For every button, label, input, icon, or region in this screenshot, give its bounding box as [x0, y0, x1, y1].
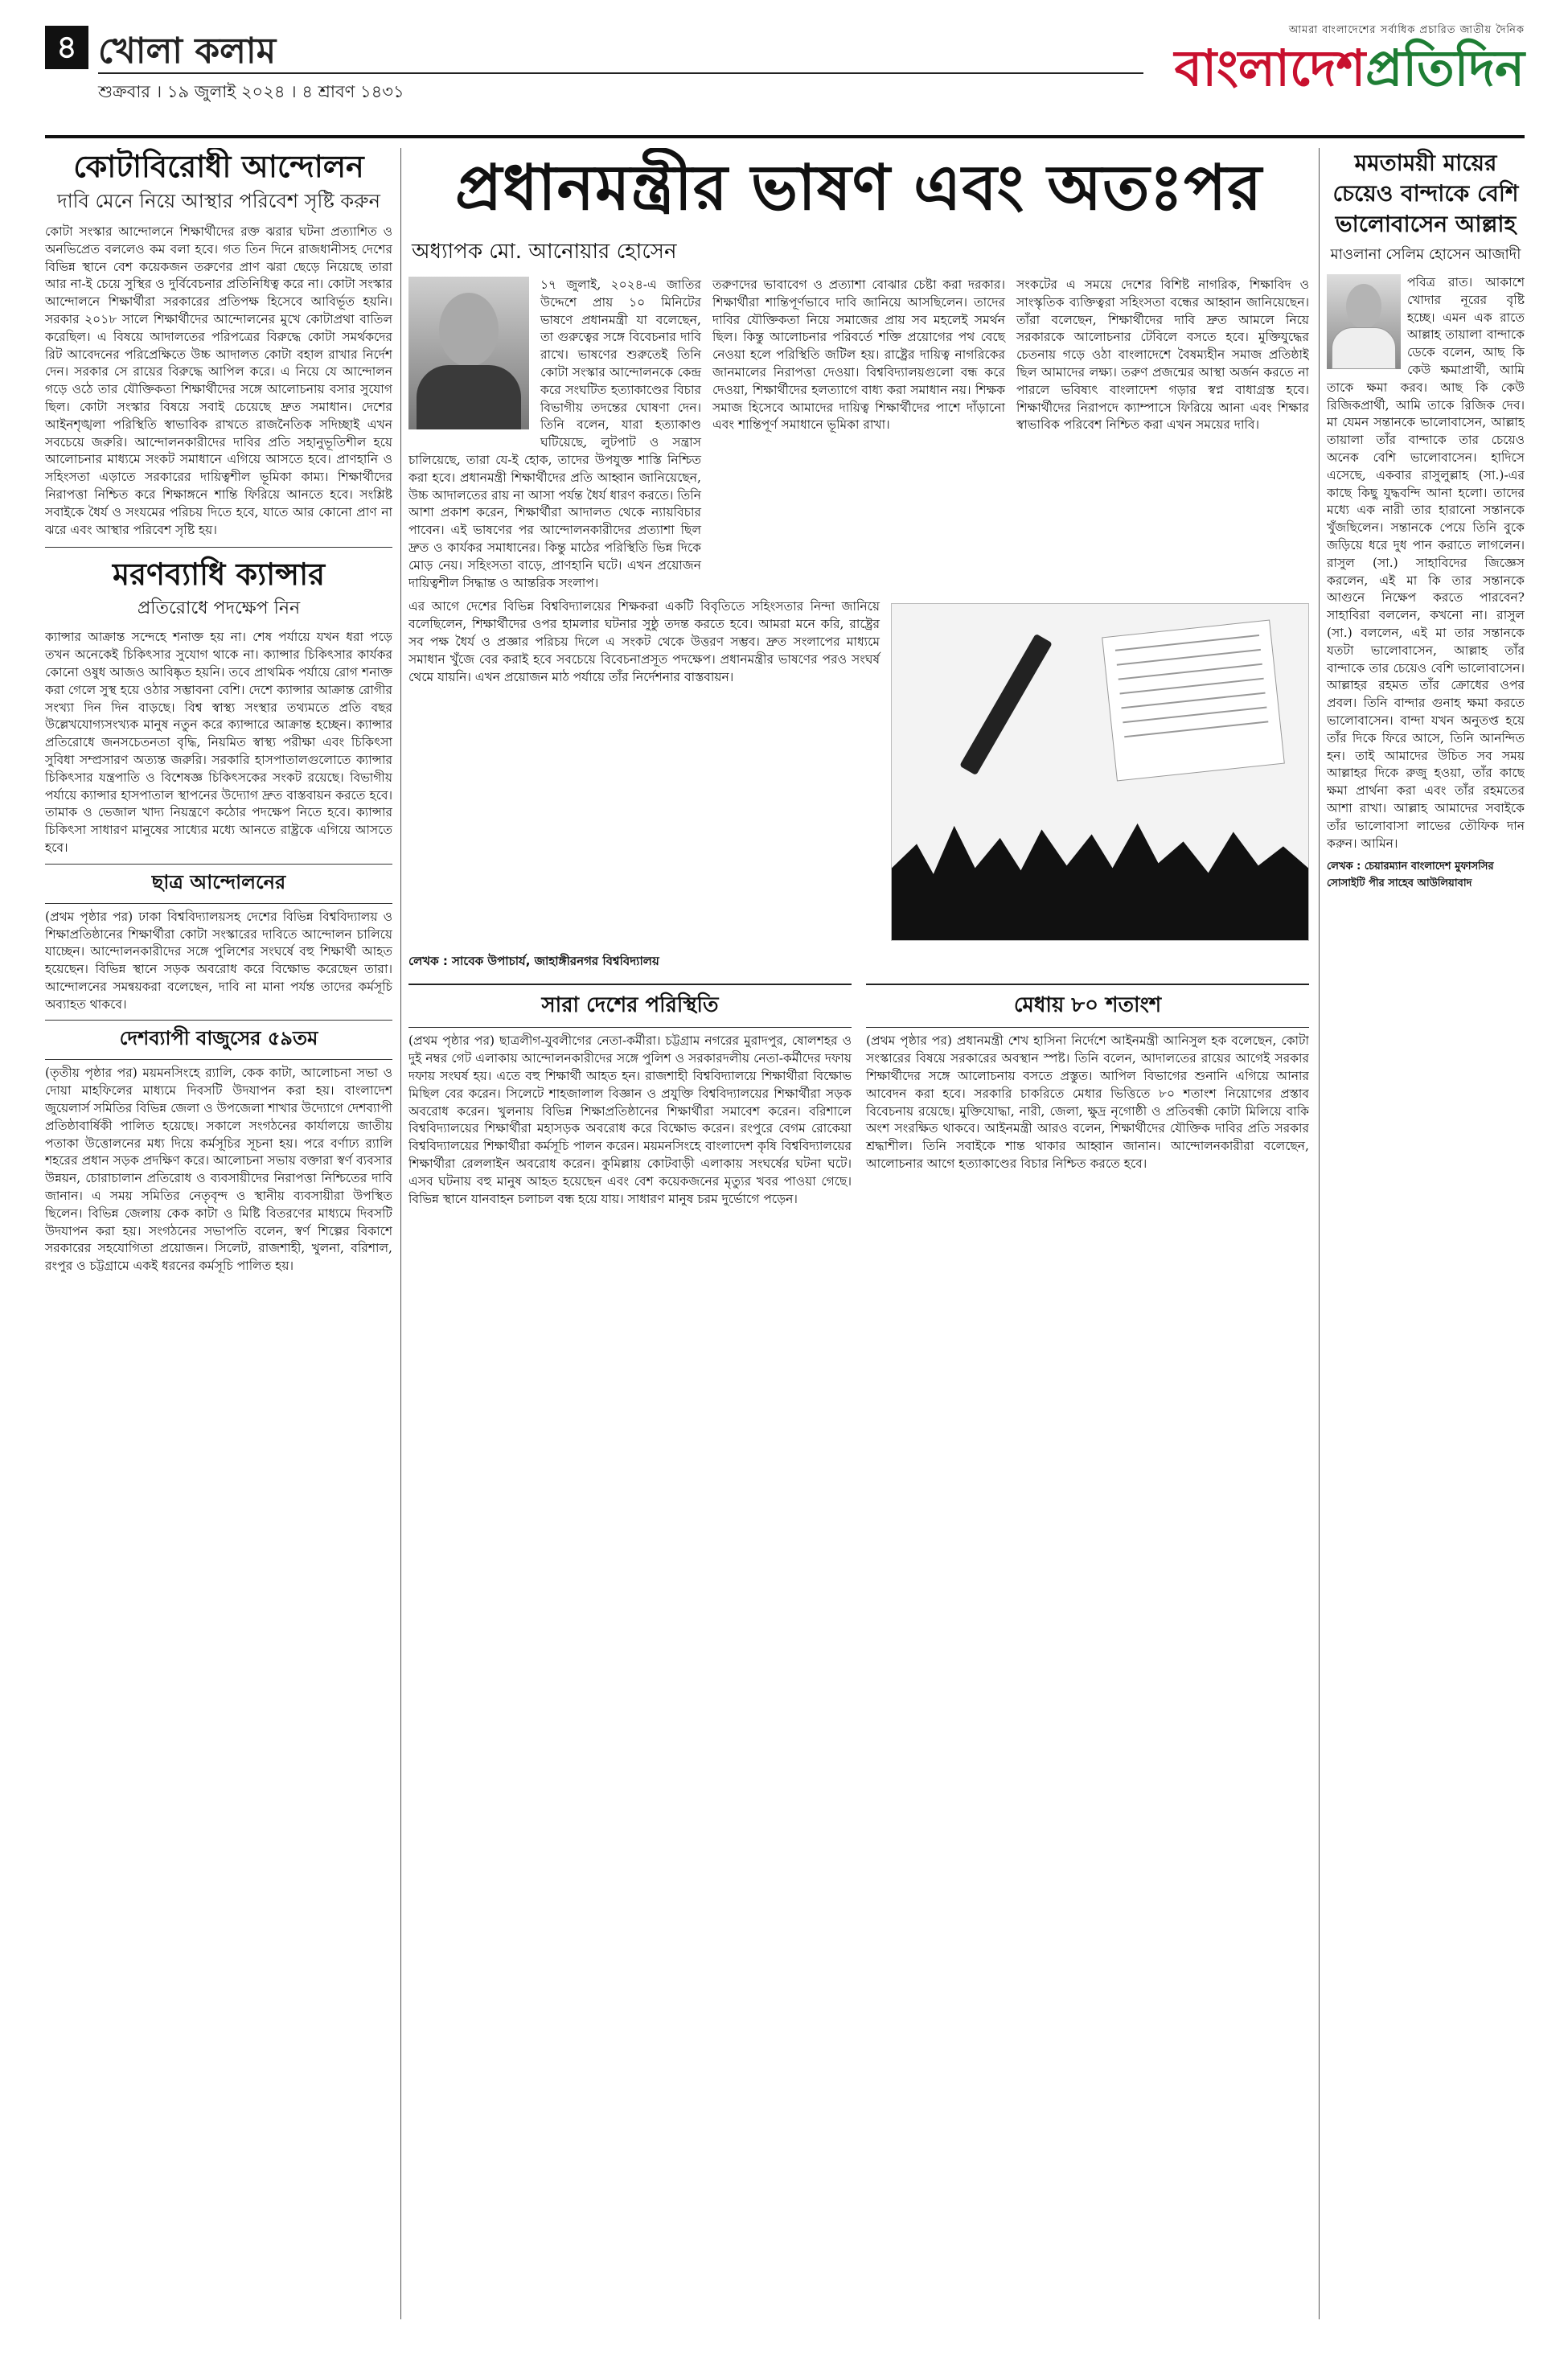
- newspaper-logo: [1147, 23, 1525, 111]
- article-col-1: [408, 277, 701, 592]
- masthead: [45, 23, 1525, 122]
- sub-stories: [408, 977, 1309, 1208]
- column-rule: [400, 148, 401, 2319]
- pen-graphic: [959, 634, 1053, 776]
- dateline: শুক্রবার । ১৯ জুলাই ২০২৪ । ৪ শ্রাবণ ১৪৩১: [98, 82, 404, 101]
- main-author: অধ্যাপক মো. আনোয়ার হোসেন: [412, 240, 677, 264]
- right-author-photo: [1327, 274, 1401, 369]
- right-body: পবিত্র রাত। আকাশে খোদার নূরের বৃষ্টি হচ্ছে। এমন এক রাতে আল্লাহ তায়ালা বান্দাকে ডেকে বলেন, আছ কি কেউ ক্ষমাপ্রার্থী, আমি তাকে ক্ষমা করব। আছ কি কেউ রিজিকপ্রার্থী, আমি তাকে রিজিক দেব। মা যেমন সন্তানকে ভালোবাসেন, আল্লাহ তায়ালা তাঁর বান্দাকে তার চেয়েও অনেক বেশি ভালোবাসেন। হাদিসে এসেছে, একবার রাসুলুল্লাহ (সা.)-এর কাছে কিছু যুদ্ধবন্দি আনা হলো। তাদের মধ্যে এক নারী তার হারানো সন্তানকে খুঁজছিলেন। সন্তানকে পেয়ে তিনি বুকে জড়িয়ে ধরে দুধ পান করাতে লাগলেন। রাসুল (সা.) সাহাবিদের জিজ্ঞেস করলেন, এই মা কি তার সন্তানকে আগুনে নিক্ষেপ করতে পারবেন? সাহাবিরা বললেন, কখনো না। রাসুল (সা.) বললেন, এই মা তার সন্তানকে যতটা ভালোবাসেন, আল্লাহ তাঁর বান্দাকে তার চেয়েও বেশি ভালোবাসেন। আল্লাহর রহমত তাঁর ক্রোধের ওপর প্রবল। তিনি বান্দার গুনাহ ক্ষমা করতে ভালোবাসেন। বান্দা যখন অনুতপ্ত হয়ে তাঁর দিকে ফিরে আসে, তিনি আনন্দিত হন। তাই আমাদের উচিত সব সময় আল্লাহর দিকে রুজু হওয়া, তাঁর কাছে ক্ষমা প্রার্থনা করা এবং তাঁর রহমতের আশা রাখা। আল্লাহ আমাদের সবাইকে তাঁর ভালোবাসা লাভের তৌফিক দান করুন। আমিন।: [1327, 275, 1525, 851]
- editorial1-subtitle: দাবি মেনে নিয়ে আস্থার পরিবেশ সৃষ্টি করুন: [57, 190, 380, 212]
- paper-graphic: [1102, 620, 1285, 782]
- main-article: [408, 148, 1309, 2319]
- article-col-3: [1016, 277, 1309, 592]
- continued2-title: দেশব্যাপী বাজুসের ৫৯তম: [45, 1020, 392, 1060]
- editorial1-body: কোটা সংস্কার আন্দোলনে শিক্ষার্থীদের রক্ত ঝরার ঘটনা প্রত্যাশিত ও অনভিপ্রেত বললেও কম বলা হবে। গত তিন দিনে রাজধানীসহ দেশের বিভিন্ন স্থানে বেশ কয়েকজন তরুণের প্রাণ ঝরা ছেড়ে নিয়েছে তারা আর না-ই চেয়ে সুস্থির ও দুর্বিবেচনার প্রতিনিধিত্ব করে না। কোটা সংস্কার আন্দোলনে শিক্ষার্থীরা সরকারের প্রতিপক্ষ হিসেবে আবির্ভূত হয়নি। সরকার ২০১৮ সালে শিক্ষার্থীদের আন্দোলনের মুখে কোটাপ্রথা বাতিল করেছিল। এ বিষয়ে আদালতের পরিপত্রের বিরুদ্ধে কোটা সমর্থকদের রিট আবেদনের পরিপ্রেক্ষিতে উচ্চ আদালত কোটা বহাল রাখার নির্দেশ দেন। সরকার সে রায়ের বিরুদ্ধে আপিল করে। এ নিয়ে যে আন্দোলন গড়ে ওঠে তার যৌক্তিকতা শিক্ষার্থীদের সঙ্গে আলোচনায় বসার সুযোগ ছিল। কোটা সংস্কার বিষয়ে সবাই চেয়েছে দ্রুত সমাধান। দেশের আইনশৃঙ্খলা পরিস্থিতি স্বাভাবিক রাখতে রাজনৈতিক সদিচ্ছাই এখন সবচেয়ে জরুরি। আন্দোলনকারীদের দাবির প্রতি সহানুভূতিশীল হয়ে আলোচনার মাধ্যমে সংকট সমাধানে এগিয়ে আসতে হবে। প্রাণহানি ও সহিংসতা এড়াতে সরকারের দায়িত্বশীল ভূমিকা কাম্য। শিক্ষার্থীদের নিরাপত্তা নিশ্চিত করে শিক্ষাঙ্গনে শান্তি ফিরিয়ে আনতে হবে। সংশ্লিষ্ট সবাইকে ধৈর্য ও সংযমের পরিচয় দিতে হবে, যাতে আর কোনো প্রাণ না ঝরে এবং আস্থার পরিবেশ সৃষ্টি হয়।: [45, 224, 392, 537]
- divider: [45, 547, 392, 548]
- continued1-body: (প্রথম পৃষ্ঠার পর) ঢাকা বিশ্ববিদ্যালয়সহ দেশের বিভিন্ন বিশ্ববিদ্যালয় ও শিক্ষাপ্রতিষ্ঠানের শিক্ষার্থীরা কোটা সংস্কারের দাবিতে আন্দোলন চালিয়ে যাচ্ছেন। আন্দোলনকারীদের সঙ্গে পুলিশের সংঘর্ষে বহু শিক্ষার্থী আহত হয়েছেন। বিভিন্ন স্থানে সড়ক অবরোধ করে বিক্ষোভ করেছেন তারা। আন্দোলনের সমন্বয়করা বলেছেন, দাবি না মানা পর্যন্ত তাদের কর্মসূচি অব্যাহত থাকবে।: [45, 909, 392, 1012]
- sub2-title: মেধায় ৮০ শতাংশ: [866, 984, 1309, 1028]
- logo-green: প্রতিদিন: [1365, 39, 1525, 97]
- left-column: [45, 148, 392, 2319]
- right-author-note: লেখক : চেয়ারম্যান বাংলাদেশ মুফাসসির সোসাইটি পীর সাহেব আউলিয়াবাদ: [1327, 860, 1494, 890]
- continued1-title: ছাত্র আন্দোলনের: [45, 864, 392, 904]
- logo-name: [1147, 39, 1525, 97]
- main-author-note: লেখক : সাবেক উপাচার্য, জাহাঙ্গীরনগর বিশ্ববিদ্যালয়: [408, 954, 659, 969]
- continued2-body: (তৃতীয় পৃষ্ঠার পর) ময়মনসিংহে র‌্যালি, কেক কাটা, আলোচনা সভা ও দোয়া মাহফিলের মাধ্যমে দিবসটি উদযাপন করা হয়। বাংলাদেশ জুয়েলার্স সমিতির বিভিন্ন জেলা ও উপজেলা শাখার উদ্যোগে দেশব্যাপী প্রতিষ্ঠাবার্ষিকী পালিত হয়েছে। সকালে সংগঠনের কার্যালয়ে জাতীয় পতাকা উত্তোলনের মধ্য দিয়ে কর্মসূচির সূচনা হয়। পরে বর্ণাঢ্য র‌্যালি শহরের প্রধান সড়ক প্রদক্ষিণ করে। আলোচনা সভায় বক্তারা স্বর্ণ ব্যবসার উন্নয়ন, চোরাচালান প্রতিরোধ ও ব্যবসায়ীদের নিরাপত্তা নিশ্চিতের দাবি জানান। এ সময় সমিতির নেতৃবৃন্দ ও স্থানীয় ব্যবসায়ীরা উপস্থিত ছিলেন। বিভিন্ন জেলায় কেক কাটা ও মিষ্টি বিতরণের মাধ্যমে দিবসটি উদযাপন করা হয়। সংগঠনের সভাপতি বলেন, স্বর্ণ শিল্পের বিকাশে সরকারের সহযোগিতা প্রয়োজন। সিলেট, রাজশাহী, খুলনা, বরিশাল, রংপুর ও চট্টগ্রামে একই ধরনের কর্মসূচি পালিত হয়।: [45, 1066, 392, 1274]
- editorial2-body: ক্যান্সার আক্রান্ত সন্দেহে শনাক্ত হয় না। শেষ পর্যায়ে যখন ধরা পড়ে তখন অনেকেই চিকিৎসার সুযোগ থাকে না। ক্যান্সার চিকিৎসার কার্যকর কোনো ওষুধ আজও আবিষ্কৃত হয়নি। তবে প্রাথমিক পর্যায়ে রোগ শনাক্ত করা গেলে সুস্থ হয়ে ওঠার সম্ভাবনা বেশি। দেশে ক্যান্সার আক্রান্ত রোগীর সংখ্যা দিন দিন বাড়ছে। বিশ্ব স্বাস্থ্য সংস্থার তথ্যমতে প্রতি বছর উল্লেখযোগ্যসংখ্যক মানুষ নতুন করে ক্যান্সারে আক্রান্ত হচ্ছেন। ক্যান্সার প্রতিরোধে জনসচেতনতা বৃদ্ধি, নিয়মিত স্বাস্থ্য পরীক্ষা এবং চিকিৎসা সুবিধা সম্প্রসারণ অত্যন্ত জরুরি। সরকারি হাসপাতালগুলোতে ক্যান্সার চিকিৎসার যন্ত্রপাতি ও বিশেষজ্ঞ চিকিৎসকের সংকট রয়েছে। বিভাগীয় পর্যায়ে ক্যান্সার হাসপাতাল স্থাপনের উদ্যোগ দ্রুত বাস্তবায়ন করতে হবে। তামাক ও ভেজাল খাদ্য নিয়ন্ত্রণে কঠোর পদক্ষেপ নিতে হবে। ক্যান্সার চিকিৎসা সাধারণ মানুষের সাধ্যের মধ্যে আনতে রাষ্ট্রকে এগিয়ে আসতে হবে।: [45, 630, 392, 855]
- masthead-rule: [45, 135, 1525, 138]
- sub-story-2: [866, 977, 1309, 1208]
- main-headline: প্রধানমন্ত্রীর ভাষণ এবং অতঃপর: [454, 152, 1263, 224]
- right-author: মাওলানা সেলিম হোসেন আজাদী: [1330, 246, 1521, 263]
- right-column: [1327, 148, 1525, 2319]
- page-number: ৪: [45, 26, 88, 69]
- editorial2-title: মরণব্যাধি ক্যান্সার: [112, 557, 325, 593]
- right-title: মমতাময়ী মায়ের চেয়েও বান্দাকে বেশি ভালোবাসেন আল্লাহ: [1332, 150, 1519, 237]
- section-rule: [98, 72, 1143, 74]
- protest-illustration: [891, 603, 1309, 941]
- editorial1-title: কোটাবিরোধী আন্দোলন: [73, 149, 364, 184]
- article-body-1: ১৭ জুলাই, ২০২৪-এ জাতির উদ্দেশে প্রায় ১০ মিনিটের ভাষণে প্রধানমন্ত্রী যা বলেছেন, তা গুরুত্বের সঙ্গে বিবেচনার দাবি রাখে। ভাষণের শুরুতেই তিনি কোটা সংস্কার আন্দোলনকে কেন্দ্র করে সংঘটিত হত্যাকাণ্ডের বিচার বিভাগীয় তদন্তের ঘোষণা দেন। তিনি বলেন, যারা হত্যাকাণ্ড ঘটিয়েছে, লুটপাট ও সন্ত্রাস চালিয়েছে, তারা যে-ই হোক, তাদের উপযুক্ত শাস্তি নিশ্চিত করা হবে। প্রধানমন্ত্রী শিক্ষার্থীদের প্রতি আহ্বান জানিয়েছেন, উচ্চ আদালতের রায় না আসা পর্যন্ত ধৈর্য ধারণ করতে। তিনি আশা প্রকাশ করেন, শিক্ষার্থীরা আদালত থেকে ন্যায়বিচার পাবেন। এই ভাষণের পর আন্দোলনকারীদের প্রত্যাশা ছিল দ্রুত ও কার্যকর সমাধানের। কিন্তু মাঠের পরিস্থিতি ভিন্ন দিকে মোড় নেয়। সহিংসতা বাড়ে, প্রাণহানি ঘটে। এখন প্রয়োজন দায়িত্বশীল সিদ্ধান্ত ও আন্তরিক সংলাপ।: [408, 277, 701, 590]
- sub2-body: (প্রথম পৃষ্ঠার পর) প্রধানমন্ত্রী শেখ হাসিনা নির্দেশে আইনমন্ত্রী আনিসুল হক বলেছেন, কোটা সংস্কারের বিষয়ে সরকারের অবস্থান স্পষ্ট। তিনি বলেন, আদালতের রায়ের আগেই সরকার শিক্ষার্থীদের সঙ্গে আলোচনায় বসতে প্রস্তুত। আপিল বিভাগের শুনানি এগিয়ে আনার আবেদন করা হবে। সরকারি চাকরিতে মেধার ভিত্তিতে ৮০ শতাংশ নিয়োগের প্রস্তাব বিবেচনায় রয়েছে। মুক্তিযোদ্ধা, নারী, জেলা, ক্ষুদ্র নৃগোষ্ঠী ও প্রতিবন্ধী কোটা মিলিয়ে বাকি অংশ সংরক্ষিত থাকবে। আইনমন্ত্রী আরও বলেন, শিক্ষার্থীদের যৌক্তিক দাবির প্রতি সরকার শ্রদ্ধাশীল। তিনি সবাইকে শান্ত থাকার আহ্বান জানান। আন্দোলনকারীরা বলেছেন, আলোচনার আগে হত্যাকাণ্ডের বিচার নিশ্চিত করতে হবে।: [866, 1033, 1309, 1171]
- sub-story-1: [408, 977, 852, 1208]
- article-body-4: এর আগে দেশের বিভিন্ন বিশ্ববিদ্যালয়ের শিক্ষকরা একটি বিবৃতিতে সহিংসতার নিন্দা জানিয়ে বলেছিলেন, শিক্ষার্থীদের ওপর হামলার ঘটনার সুষ্ঠু তদন্ত করতে হবে। আমরা মনে করি, রাষ্ট্রের সব পক্ষ ধৈর্য ও প্রজ্ঞার পরিচয় দিলে এ সংকট থেকে উত্তরণ সম্ভব। দ্রুত সংলাপের মাধ্যমে সমাধান খুঁজে বের করাই হবে সবচেয়ে বিবেচনাপ্রসূত পদক্ষেপ। প্রধানমন্ত্রীর ভাষণের পরও সংঘর্ষ থেমে যায়নি। এখন প্রয়োজন মাঠ পর্যায়ে তাঁর নির্দেশনার বাস্তবায়ন।: [408, 599, 880, 684]
- editorial2-subtitle: প্রতিরোধে পদক্ষেপ নিন: [137, 598, 301, 619]
- column-rule: [1319, 148, 1320, 2319]
- sub1-body: (প্রথম পৃষ্ঠার পর) ছাত্রলীগ-যুবলীগের নেতা-কর্মীরা। চট্টগ্রাম নগরের মুরাদপুর, ষোলশহর ও দুই নম্বর গেট এলাকায় আন্দোলনকারীদের সঙ্গে পুলিশ ও সরকারদলীয় নেতা-কর্মীদের দফায় দফায় সংঘর্ষ হয়। এতে বহু শিক্ষার্থী আহত হন। রাজশাহী বিশ্ববিদ্যালয়ে শিক্ষার্থীরা বিক্ষোভ মিছিল বের করেন। সিলেটে শাহজালাল বিজ্ঞান ও প্রযুক্তি বিশ্ববিদ্যালয়ের শিক্ষার্থীরা সড়ক অবরোধ করেন। খুলনায় বিভিন্ন শিক্ষাপ্রতিষ্ঠানের শিক্ষার্থীরা সমাবেশ করেন। বরিশালে বিশ্ববিদ্যালয়ের শিক্ষার্থীরা মহাসড়ক অবরোধ করে বিক্ষোভ করেন। রংপুরে বেগম রোকেয়া বিশ্ববিদ্যালয়ের শিক্ষার্থীরা কর্মসূচি পালন করেন। ময়মনসিংহে বাংলাদেশ কৃষি বিশ্ববিদ্যালয়ের শিক্ষার্থীরা রেললাইন অবরোধ করেন। কুমিল্লায় কোটবাড়ী এলাকায় সংঘর্ষের ঘটনা ঘটে। এসব ঘটনায় বহু মানুষ আহত হয়েছেন এবং বেশ কয়েকজনের মৃত্যুর খবর পাওয়া গেছে। বিভিন্ন স্থানে যানবাহন চলাচল বন্ধ হয়ে যায়। সাধারণ মানুষ চরম দুর্ভোগে পড়েন।: [408, 1033, 852, 1206]
- article-lower: [408, 598, 1309, 946]
- article-columns: [408, 277, 1309, 592]
- sub1-title: সারা দেশের পরিস্থিতি: [408, 984, 852, 1028]
- author-photo: [408, 277, 529, 429]
- crowd-silhouette: [892, 819, 1308, 940]
- article-body-2: তরুণদের ভাবাবেগ ও প্রত্যাশা বোঝার চেষ্টা করা দরকার। শিক্ষার্থীরা শান্তিপূর্ণভাবে দাবি জানিয়ে আসছিলেন। তাদের দাবির যৌক্তিকতা নিয়ে সমাজের প্রায় সব মহলেই সমর্থন ছিল। কিন্তু আলোচনার পরিবর্তে শক্তি প্রয়োগের পথ বেছে নেওয়া হলে পরিস্থিতি জটিল হয়। রাষ্ট্রের দায়িত্ব নাগরিকের জানমালের নিরাপত্তা দেওয়া। বিশ্ববিদ্যালয়গুলো বন্ধ করে দেওয়া, শিক্ষার্থীদের হলত্যাগে বাধ্য করা সমাধান নয়। শিক্ষক সমাজ হিসেবে আমাদের দায়িত্ব শিক্ষার্থীদের পাশে দাঁড়ানো এবং শান্তিপূর্ণ সমাধানে ভূমিকা রাখা।: [712, 277, 1005, 433]
- article-col-2: [712, 277, 1005, 592]
- article-col-4: [408, 598, 880, 946]
- logo-tagline: আমরা বাংলাদেশের সর্বাধিক প্রচারিত জাতীয় দৈনিক: [1288, 24, 1525, 36]
- article-body-3: সংকটের এ সময়ে দেশের বিশিষ্ট নাগরিক, শিক্ষাবিদ ও সাংস্কৃতিক ব্যক্তিত্বরা সহিংসতা বন্ধের আহ্বান জানিয়েছেন। তাঁরা বলেছেন, শিক্ষার্থীদের দাবি দ্রুত আমলে নিয়ে সরকারকে আলোচনার টেবিলে বসতে হবে। মুক্তিযুদ্ধের চেতনায় গড়ে ওঠা বাংলাদেশে বৈষম্যহীন সমাজ প্রতিষ্ঠাই ছিল আমাদের লক্ষ্য। তরুণ প্রজন্মের আস্থা অর্জন করতে না পারলে ভবিষ্যৎ বাংলাদেশ গড়ার স্বপ্ন বাধাগ্রস্ত হবে। শিক্ষার্থীদের নিরাপদে ক্যাম্পাসে ফিরিয়ে আনা এবং শিক্ষার স্বাভাবিক পরিবেশ নিশ্চিত করা এখন সময়ের দাবি।: [1016, 277, 1309, 433]
- logo-red: বাংলাদেশ: [1174, 39, 1366, 97]
- section-name: খোলা কলাম: [98, 31, 277, 72]
